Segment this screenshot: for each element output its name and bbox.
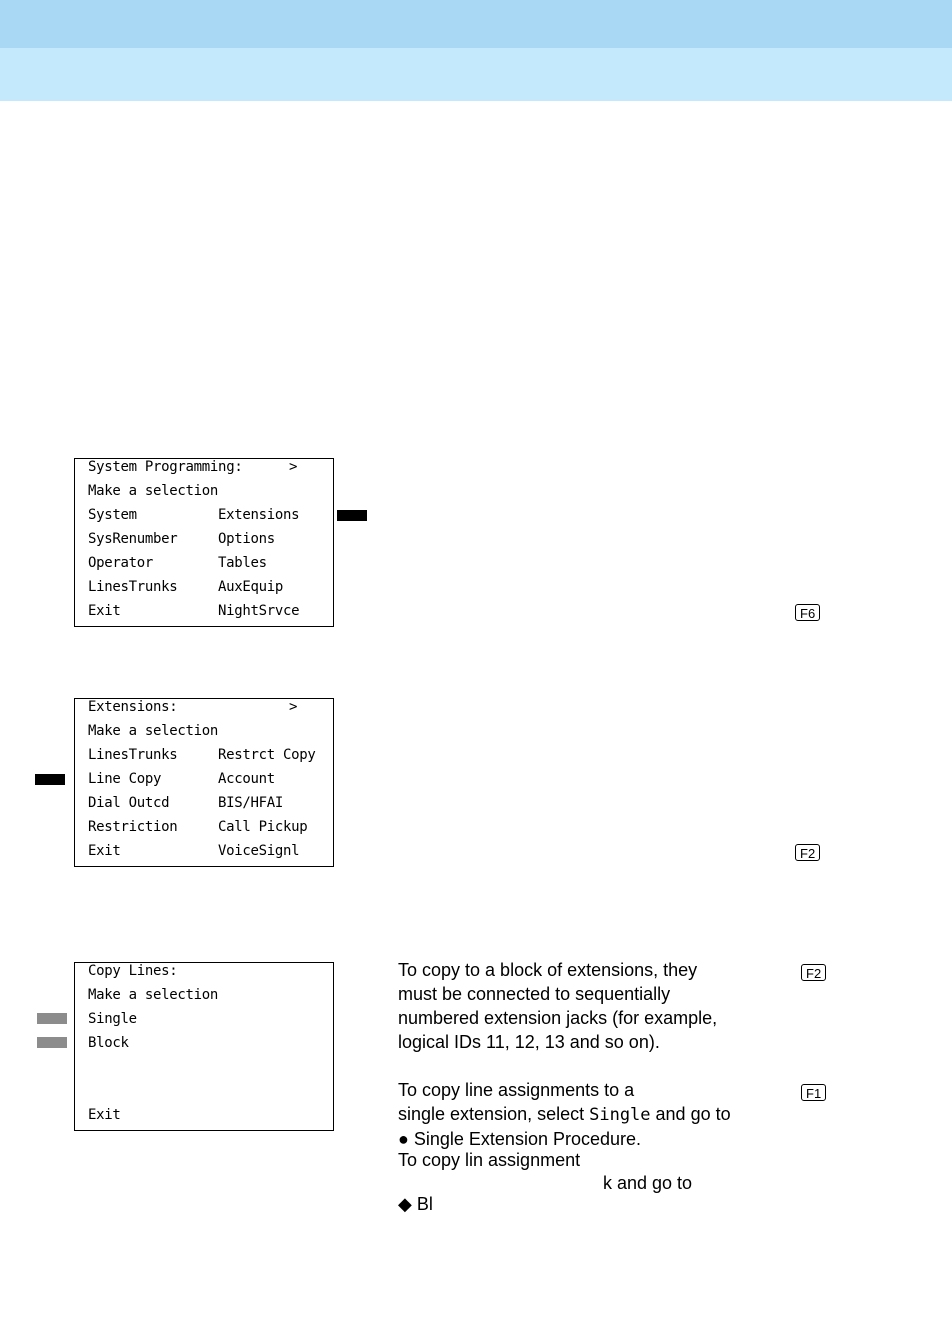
header-band-bottom [0,48,952,101]
selection-marker-single [37,1013,67,1024]
copy-lines-screen [74,962,334,1131]
more-arrow: > [289,459,298,475]
block-instruction-line: k and go to [603,1173,693,1193]
screen-title: Copy Lines: [88,963,178,979]
system-programming-screen [74,458,334,627]
option-exit[interactable]: Exit [88,1107,121,1123]
single-option-ref: Single [589,1105,651,1125]
f2-key[interactable]: F2 [801,964,826,981]
option-block[interactable]: Block [88,1035,129,1051]
screen-title: System Programming: [88,459,243,475]
selection-marker-extensions [337,510,367,521]
text-fragment: single extension, select [398,1104,590,1124]
option-linestrunks[interactable]: LinesTrunks [88,747,178,763]
option-system[interactable]: System [88,507,137,523]
single-instruction [398,1078,731,1151]
selection-marker-line-copy [35,774,65,785]
option-bis-hfai[interactable]: BIS/HFAI [218,795,284,811]
more-arrow: > [289,699,298,715]
option-exit[interactable]: Exit [88,603,121,619]
screen-prompt: Make a selection [88,483,219,499]
option-single[interactable]: Single [88,1011,137,1027]
option-restriction[interactable]: Restriction [88,819,178,835]
option-dial-outcd[interactable]: Dial Outcd [88,795,170,811]
option-extensions[interactable]: Extensions [218,507,300,523]
text-fragment: and go to [650,1104,731,1124]
screen-prompt: Make a selection [88,987,219,1003]
option-line-copy[interactable]: Line Copy [88,771,162,787]
single-instruction-line: To copy line assignments to a [398,1080,635,1100]
option-call-pickup[interactable]: Call Pickup [218,819,308,835]
block-instruction-partial [398,1148,580,1172]
option-sysrenumber[interactable]: SysRenumber [88,531,178,547]
screen-title: Extensions: [88,699,178,715]
block-note-line: logical IDs 11, 12, 13 and so on). [398,1032,660,1052]
block-note-line: numbered extension jacks (for example, [398,1008,718,1028]
option-tables[interactable]: Tables [218,555,267,571]
block-instruction-line: To copy lin assignment [398,1150,581,1170]
option-nightsrvce[interactable]: NightSrvce [218,603,300,619]
header-band-top [0,0,952,48]
extensions-screen [74,698,334,867]
f2-key[interactable]: F2 [795,844,820,861]
option-auxequip[interactable]: AuxEquip [218,579,284,595]
option-voicesignl[interactable]: VoiceSignl [218,843,300,859]
block-note-line: To copy to a block of extensions, they [398,960,698,980]
option-account[interactable]: Account [218,771,275,787]
option-exit[interactable]: Exit [88,843,121,859]
f6-key[interactable]: F6 [795,604,820,621]
selection-marker-block [37,1037,67,1048]
option-linestrunks[interactable]: LinesTrunks [88,579,178,595]
option-restrct-copy[interactable]: Restrct Copy [218,747,316,763]
option-operator[interactable]: Operator [88,555,154,571]
option-options[interactable]: Options [218,531,275,547]
single-procedure-link[interactable]: ● Single Extension Procedure. [398,1129,642,1149]
f1-key[interactable]: F1 [801,1084,826,1101]
screen-prompt: Make a selection [88,723,219,739]
block-note-line: must be connected to sequentially [398,984,671,1004]
block-procedure-link[interactable]: ◆ Bl [398,1194,433,1214]
single-instruction-line [398,1102,731,1127]
block-note [398,958,717,1054]
